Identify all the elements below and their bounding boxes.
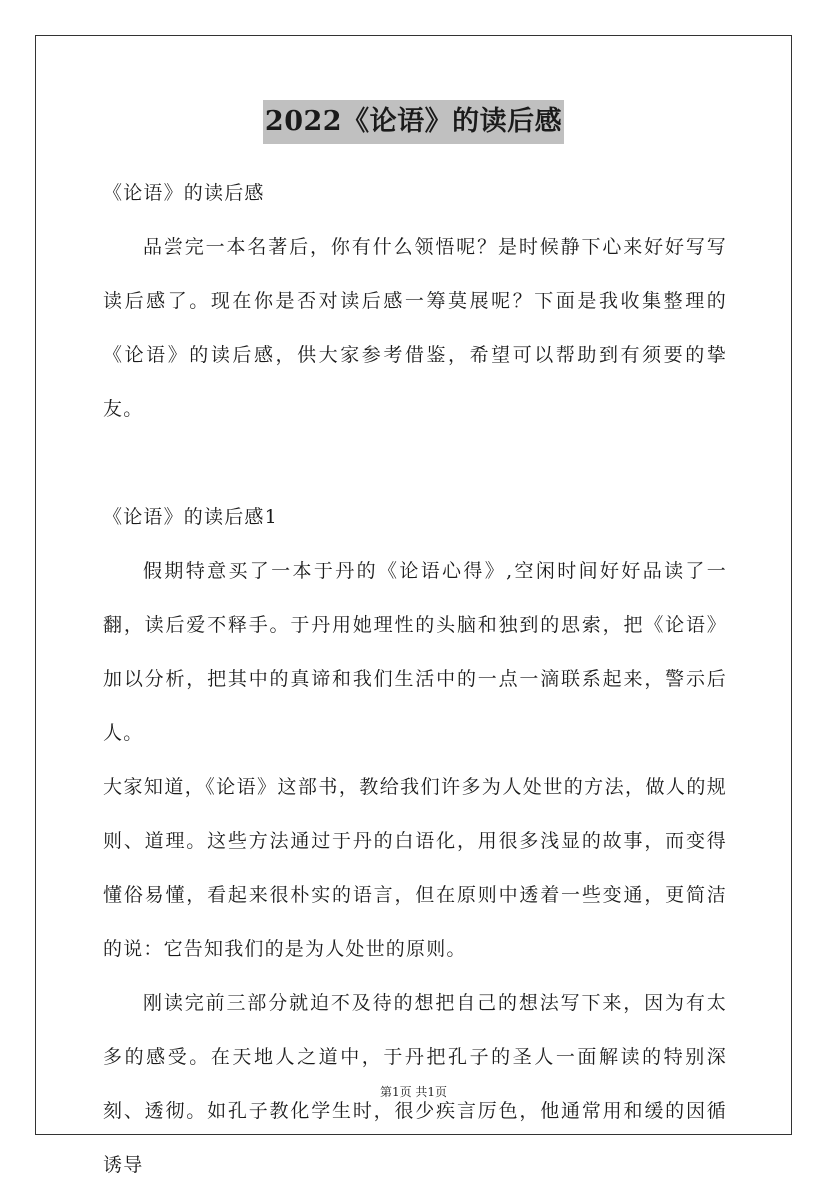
- section1-paragraph-2: 大家知道，《论语》这部书，教给我们许多为人处世的方法，做人的规则、道理。这些方法通过于丹的白语化，用很多浅显的故事，而变得懂俗易懂，看起来很朴实的语言，但在原则中透着一些变通，更简洁的说：它告知我们的是为人处世的原则。: [103, 776, 727, 960]
- intro-paragraph: 品尝完一本名著后，你有什么领悟呢？是时候静下心来好好写写读后感了。现在你是否对读后感一筹莫展呢？下面是我收集整理的《论语》的读后感，供大家参考借鉴，希望可以帮助到有须要的挚友。: [103, 236, 727, 420]
- section1-heading: 《论语》的读后感1: [103, 506, 278, 528]
- section-spacer: [103, 436, 727, 490]
- section1-paragraph-3: 刚读完前三部分就迫不及待的想把自己的想法写下来，因为有太多的感受。在天地人之道中，于丹把孔子的圣人一面解读的特别深刻、透彻。如孔子教化学生时，很少疾言厉色，他通常用和缓的因循诱导: [103, 992, 727, 1176]
- intro-heading: 《论语》的读后感: [103, 182, 265, 204]
- document-title-text: 2022《论语》的读后感: [263, 100, 564, 144]
- document-body: [103, 166, 727, 1192]
- page-number: 第1页 共1页: [379, 1085, 448, 1099]
- page-footer: [0, 1083, 827, 1101]
- section1-paragraph-1: 假期特意买了一本于丹的《论语心得》,空闲时间好好品读了一翻，读后爱不释手。于丹用她理性的头脑和独到的思索，把《论语》加以分析，把其中的真谛和我们生活中的一点一滴联系起来，警示后人。: [103, 560, 727, 744]
- document-title: [0, 100, 827, 144]
